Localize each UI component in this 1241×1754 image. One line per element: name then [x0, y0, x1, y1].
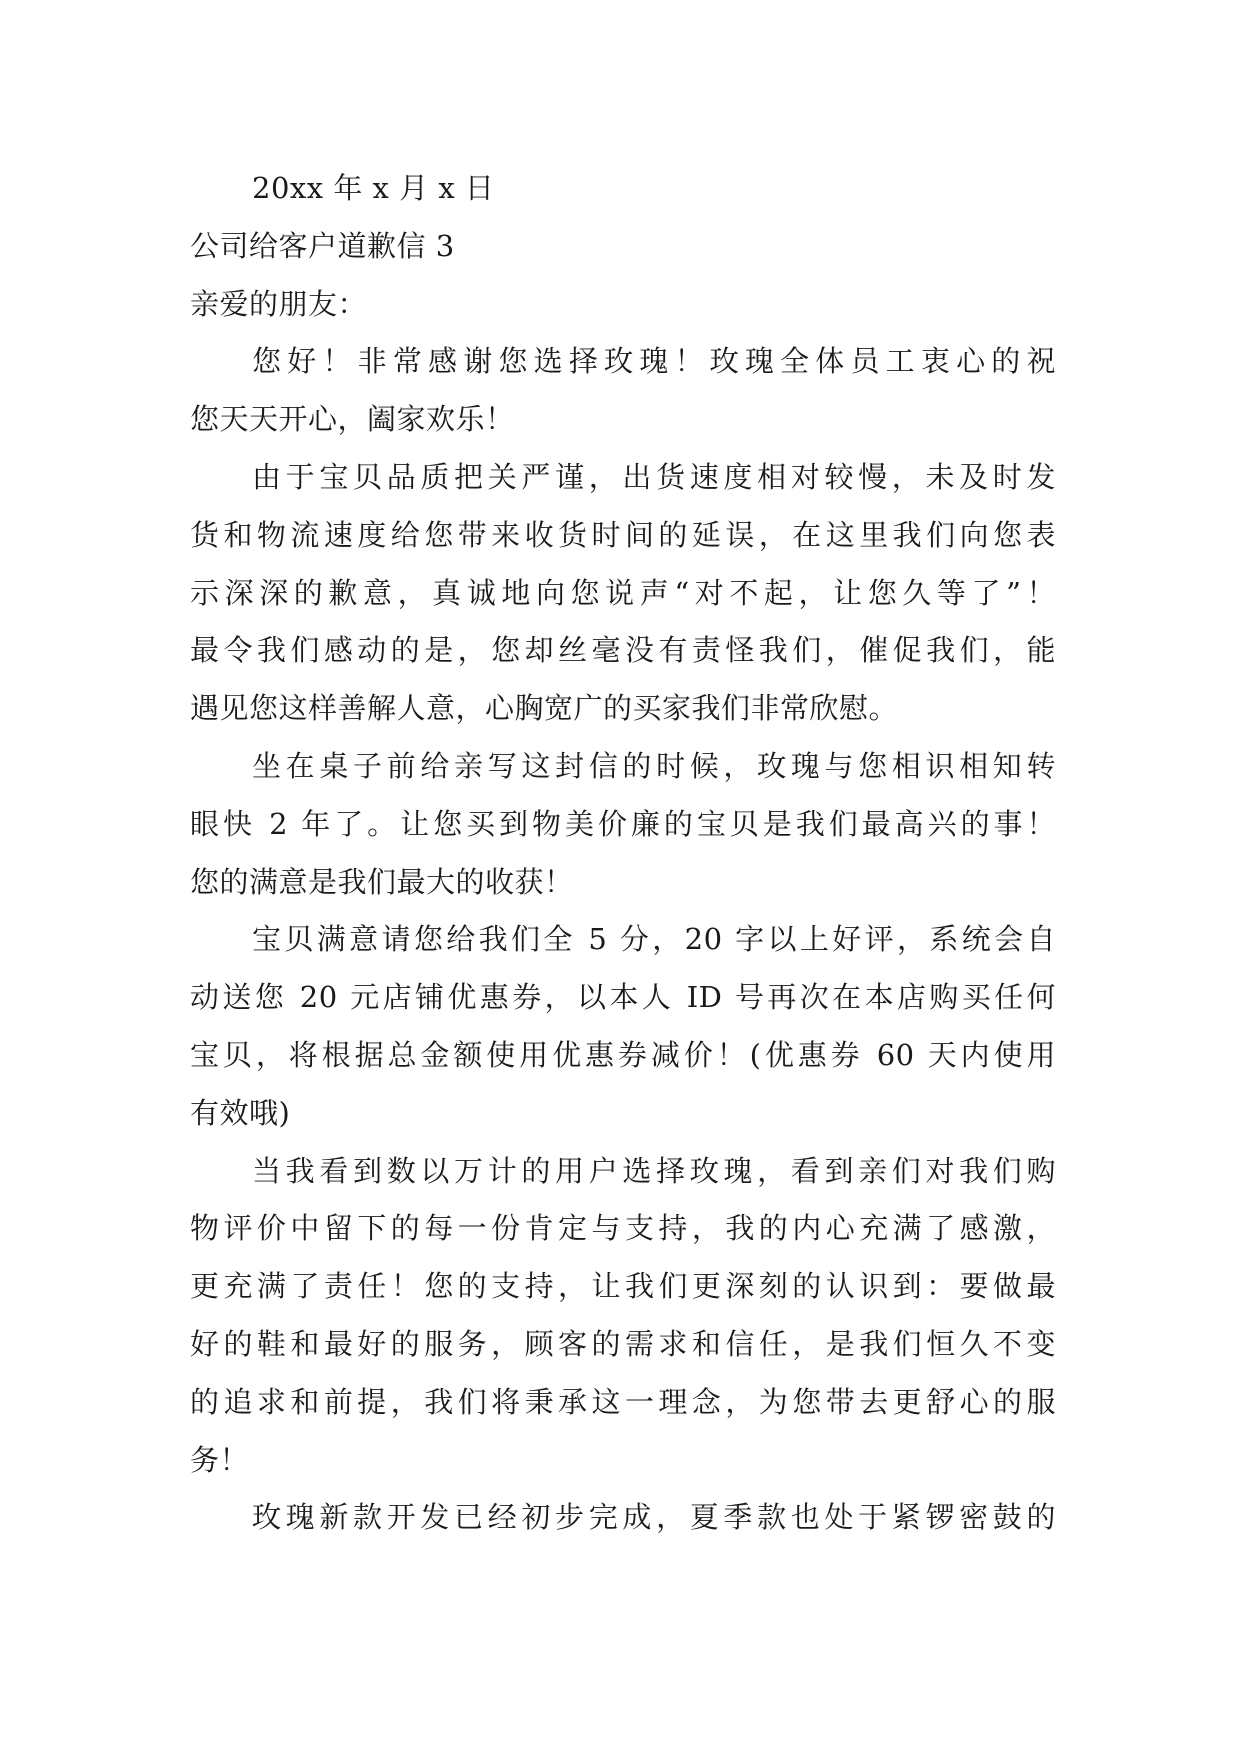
- text-line: 玫瑰新款开发已经初步完成，夏季款也处于紧锣密鼓的: [252, 1500, 1056, 1535]
- text-line: 您好！非常感谢您选择玫瑰！玫瑰全体员工衷心的祝: [252, 344, 1056, 379]
- text-line: 务！: [190, 1442, 250, 1477]
- text-line: 您天天开心，阖家欢乐！: [190, 402, 515, 437]
- text-line: 坐在桌子前给亲写这封信的时候，玫瑰与您相识相知转: [252, 748, 1056, 783]
- text-line: 由于宝贝品质把关严谨，出货速度相对较慢，未及时发: [252, 459, 1056, 494]
- text-line: 物评价中留下的每一份肯定与支持，我的内心充满了感激，: [190, 1211, 1056, 1246]
- letter-salutation: 亲爱的朋友：: [190, 286, 368, 321]
- text-line: 最令我们感动的是，您却丝毫没有责怪我们，催促我们，能: [190, 633, 1056, 668]
- text-line: 货和物流速度给您带来收货时间的延误，在这里我们向您表: [190, 517, 1056, 552]
- text-line: 宝贝满意请您给我们全 5 分，20 字以上好评，系统会自: [252, 922, 1056, 957]
- text-line: 好的鞋和最好的服务，顾客的需求和信任，是我们恒久不变: [190, 1326, 1056, 1361]
- text-line: 动送您 20 元店铺优惠券，以本人 ID 号再次在本店购买任何: [190, 980, 1056, 1015]
- text-line: 有效哦): [190, 1095, 291, 1130]
- text-line: 的追求和前提，我们将秉承这一理念，为您带去更舒心的服: [190, 1384, 1056, 1419]
- text-line: 遇见您这样善解人意，心胸宽广的买家我们非常欣慰。: [190, 691, 899, 726]
- text-line: 您的满意是我们最大的收获！: [190, 864, 574, 899]
- text-line: 当我看到数以万计的用户选择玫瑰，看到亲们对我们购: [252, 1153, 1056, 1188]
- text-line: 宝贝，将根据总金额使用优惠券减价！(优惠券 60 天内使用: [190, 1037, 1056, 1072]
- text-line: 示深深的歉意，真诚地向您说声“对不起，让您久等了”！: [190, 575, 1056, 610]
- letter-heading: 公司给客户道歉信 3: [190, 228, 455, 263]
- text-line: 眼快 2 年了。让您买到物美价廉的宝贝是我们最高兴的事！: [190, 806, 1056, 841]
- letter-body: [190, 160, 1056, 1547]
- letter-paragraphs: [190, 333, 1056, 1547]
- text-line: 更充满了责任！您的支持，让我们更深刻的认识到：要做最: [190, 1269, 1056, 1304]
- letter-date: 20xx 年 x 月 x 日: [252, 171, 495, 205]
